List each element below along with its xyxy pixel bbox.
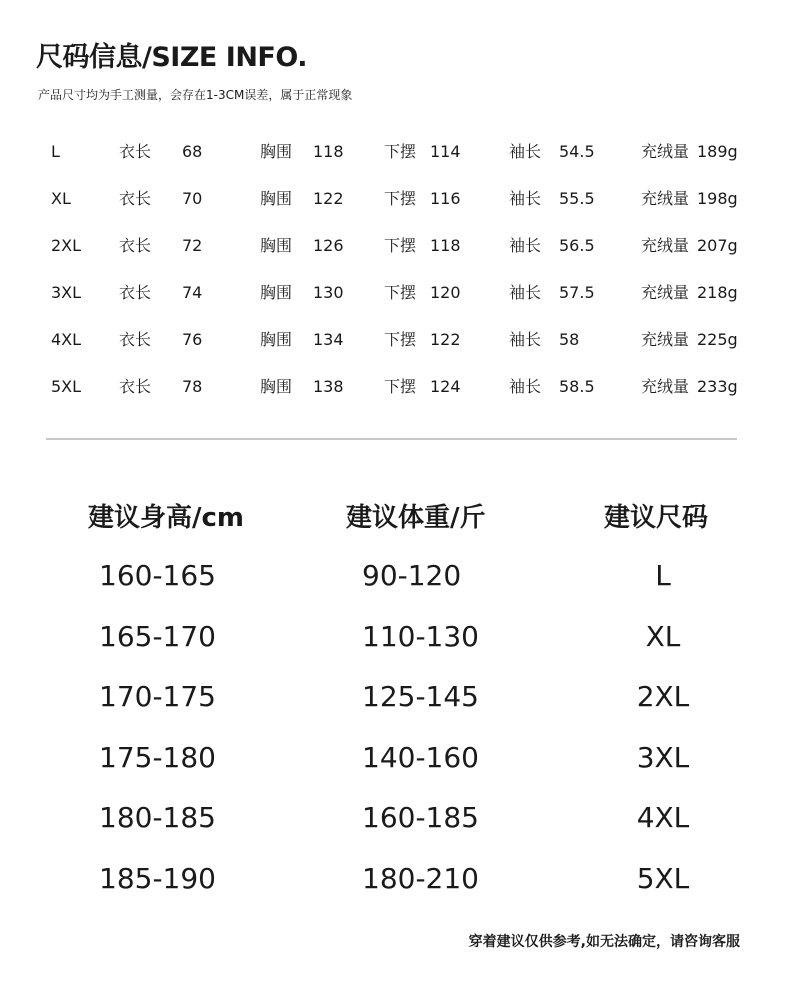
size-label: 3XL [51,283,82,302]
page-title: 尺码信息/SIZE INFO. [36,42,307,73]
sleeve-value: 57.5 [559,283,595,302]
chest-label: 胸围 [260,189,293,208]
fill-value: 218g [697,283,738,302]
sleeve-value: 56.5 [559,236,595,255]
length-value: 74 [182,283,203,302]
fill-value: 198g [697,189,738,208]
hem-label: 下摆 [384,377,417,396]
fill-label: 充绒量 [641,377,690,396]
fill-label: 充绒量 [641,189,690,208]
size-header: 建议尺码 [604,503,709,533]
recommended-size: 4XL [636,801,690,835]
sleeve-value: 58 [559,330,580,349]
measurement-row [0,365,790,412]
recommendation-header [0,496,790,540]
recommendation-row [0,792,790,853]
size-label: 5XL [51,377,82,396]
size-label: 2XL [51,236,82,255]
measurement-row [0,177,790,224]
chest-value: 126 [313,236,344,255]
hem-value: 114 [430,142,461,161]
sleeve-value: 58.5 [559,377,595,396]
hem-label: 下摆 [384,236,417,255]
sleeve-value: 54.5 [559,142,595,161]
measurement-table [0,130,790,412]
weight-range: 125-145 [362,680,479,714]
recommended-size: 2XL [636,680,690,714]
sleeve-label: 袖长 [509,330,542,349]
length-value: 76 [182,330,203,349]
weight-range: 140-160 [362,740,479,774]
height-range: 175-180 [99,740,216,774]
recommendation-row [0,671,790,732]
sleeve-label: 袖长 [509,236,542,255]
fill-label: 充绒量 [641,283,690,302]
weight-range: 90-120 [362,559,462,592]
hem-value: 118 [430,236,461,255]
height-header: 建议身高/cm [88,503,245,533]
fill-label: 充绒量 [641,142,690,161]
recommendation-table [0,550,790,914]
hem-label: 下摆 [384,330,417,349]
footer-note: 穿着建议仅供参考,如无法确定，请咨询客服 [468,934,740,950]
length-value: 72 [182,236,203,255]
length-label: 衣长 [119,236,152,255]
fill-value: 225g [697,330,738,349]
fill-label: 充绒量 [641,330,690,349]
height-range: 165-170 [99,619,216,653]
length-label: 衣长 [119,283,152,302]
length-value: 78 [182,377,203,396]
weight-range: 180-210 [362,861,479,895]
length-label: 衣长 [119,189,152,208]
weight-header: 建议体重/斤 [346,503,486,533]
height-range: 185-190 [99,861,216,895]
measurement-note: 产品尺寸均为手工测量，会存在1-3CM误差，属于正常现象 [38,88,353,102]
weight-range: 110-130 [362,619,479,653]
sleeve-label: 袖长 [509,283,542,302]
size-label: 4XL [51,330,82,349]
measurement-row [0,318,790,365]
chest-label: 胸围 [260,283,293,302]
height-range: 170-175 [99,680,216,714]
recommendation-row [0,853,790,914]
length-value: 68 [182,142,203,161]
length-value: 70 [182,189,203,208]
hem-value: 116 [430,189,461,208]
hem-label: 下摆 [384,189,417,208]
recommended-size: L [655,559,671,592]
sleeve-label: 袖长 [509,377,542,396]
chest-label: 胸围 [260,142,293,161]
chest-value: 130 [313,283,344,302]
weight-range: 160-185 [362,801,479,835]
fill-value: 207g [697,236,738,255]
chest-label: 胸围 [260,377,293,396]
length-label: 衣长 [119,330,152,349]
chest-label: 胸围 [260,236,293,255]
chest-value: 122 [313,189,344,208]
fill-value: 189g [697,142,738,161]
recommended-size: XL [645,619,681,653]
measurement-row [0,130,790,177]
hem-value: 122 [430,330,461,349]
recommendation-row [0,550,790,611]
fill-label: 充绒量 [641,236,690,255]
length-label: 衣长 [119,377,152,396]
measurement-row [0,224,790,271]
hem-label: 下摆 [384,142,417,161]
chest-value: 134 [313,330,344,349]
hem-label: 下摆 [384,283,417,302]
hem-value: 120 [430,283,461,302]
length-label: 衣长 [119,142,152,161]
recommendation-row [0,732,790,793]
recommendation-row [0,611,790,672]
recommended-size: 5XL [636,861,690,895]
chest-value: 118 [313,142,344,161]
size-label: XL [51,189,71,208]
chest-label: 胸围 [260,330,293,349]
measurement-row [0,271,790,318]
size-label: L [51,142,60,161]
height-range: 180-185 [99,801,216,835]
section-divider [46,438,737,440]
sleeve-label: 袖长 [509,142,542,161]
hem-value: 124 [430,377,461,396]
fill-value: 233g [697,377,738,396]
chest-value: 138 [313,377,344,396]
sleeve-label: 袖长 [509,189,542,208]
recommended-size: 3XL [636,740,690,774]
sleeve-value: 55.5 [559,189,595,208]
height-range: 160-165 [99,559,216,592]
